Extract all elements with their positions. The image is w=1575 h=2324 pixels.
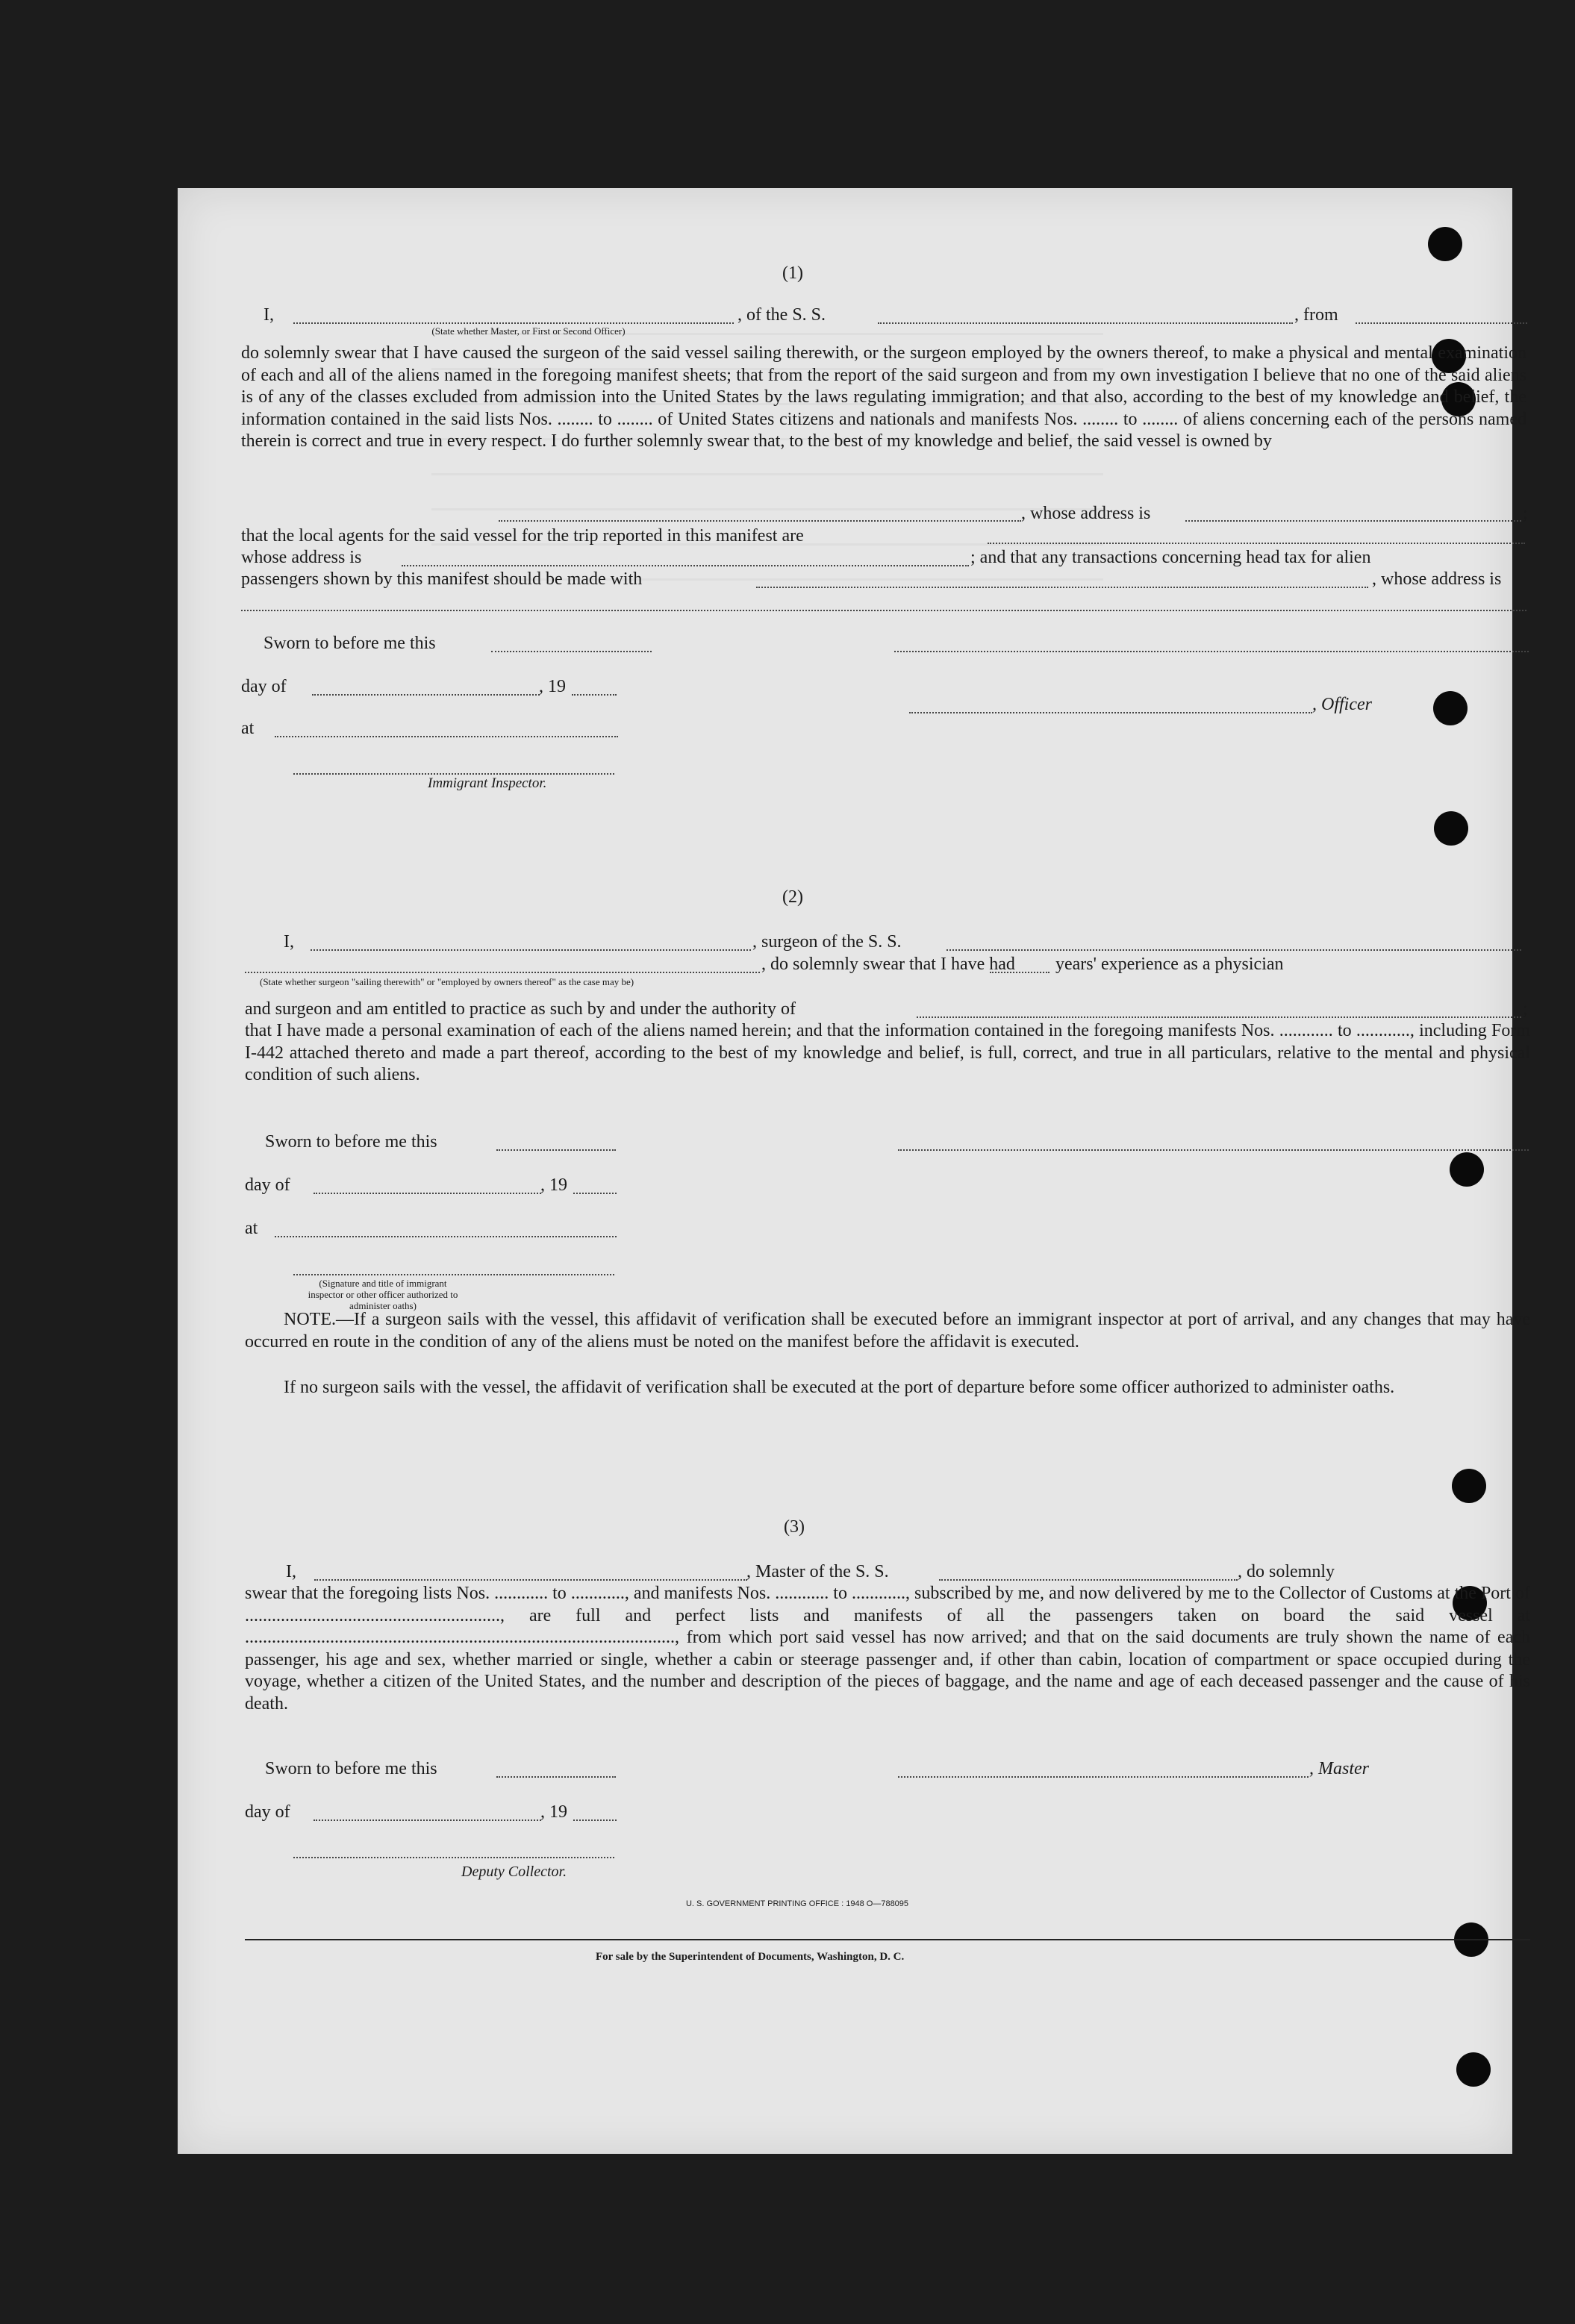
surgeon-name-field[interactable] xyxy=(311,949,751,951)
agents-address-field[interactable] xyxy=(402,565,969,566)
year-label-1: , 19 xyxy=(539,677,566,696)
note-text: —If a surgeon sails with the vessel, this affidavit of verification shall be executed before an immigrant inspector at port of arrival, and any changes that may have occurred en route in the condition of any of the aliens must be noted on the manifest before the affidavit is executed. xyxy=(245,1310,1530,1352)
section1-i: I, xyxy=(263,305,274,325)
day-of-field-3[interactable] xyxy=(314,1819,541,1821)
year-label-2: , 19 xyxy=(540,1175,567,1195)
note2-paragraph: If no surgeon sails with the vessel, the affidavit of verification shall be executed at the port of departure before some officer authorized to administer oaths. xyxy=(284,1378,1395,1397)
years-label: years' experience as a physician xyxy=(1055,955,1284,974)
sworn-label-2: Sworn to before me this xyxy=(265,1132,437,1152)
surgeon-status-field[interactable] xyxy=(245,972,760,973)
at-label-1: at xyxy=(241,719,255,738)
at-field-1[interactable] xyxy=(275,736,618,737)
inspector-label: Immigrant Inspector. xyxy=(428,775,547,791)
do-solemnly-label: , do solemnly xyxy=(1238,1562,1335,1581)
punch-hole xyxy=(1450,1152,1484,1187)
sworn-date-field-2[interactable] xyxy=(496,1149,616,1151)
agents-address-label: whose address is xyxy=(241,548,362,567)
sig-caption: (Signature and title of immigrant inspector or other officer authorized to administer oaths) xyxy=(308,1278,458,1311)
semicolon: ; xyxy=(1523,504,1528,523)
at-field-2[interactable] xyxy=(275,1236,617,1237)
surgeon-vessel-field[interactable] xyxy=(946,949,1521,951)
inspector-signature-field[interactable] xyxy=(293,773,614,775)
sworn-extra-field-1[interactable] xyxy=(894,651,1529,652)
day-of-label-1: day of xyxy=(241,677,287,696)
contact-address-field[interactable] xyxy=(241,610,1526,611)
sworn-date-field-3[interactable] xyxy=(496,1776,616,1778)
sworn-label-3: Sworn to before me this xyxy=(265,1759,437,1778)
vessel-name-field[interactable] xyxy=(878,322,1293,324)
note-paragraph xyxy=(245,1309,1530,1353)
sig-title-field[interactable] xyxy=(293,1274,614,1275)
semicolon-2: ; xyxy=(1523,999,1528,1019)
year-field-3[interactable] xyxy=(573,1819,617,1821)
master-signature-field[interactable] xyxy=(898,1776,1309,1778)
master-name-field[interactable] xyxy=(314,1579,747,1581)
section2-number: (2) xyxy=(782,887,803,907)
local-agents-field[interactable] xyxy=(988,543,1525,544)
section3-number: (3) xyxy=(784,1517,805,1537)
of-ss-label: , of the S. S. xyxy=(737,305,826,325)
day-of-label-3: day of xyxy=(245,1802,290,1822)
year-field-1[interactable] xyxy=(572,694,617,696)
surgeon-of-label: , surgeon of the S. S. xyxy=(752,932,902,952)
passengers-line-text: passengers shown by this manifest should be made with xyxy=(241,569,643,589)
section3-i: I, xyxy=(286,1562,296,1581)
year-field-2[interactable] xyxy=(573,1193,617,1194)
whose-address-label: , whose address is xyxy=(1021,504,1151,523)
for-sale-note: For sale by the Superintendent of Documents, Washington, D. C. xyxy=(596,1951,905,1963)
deputy-label: Deputy Collector. xyxy=(461,1864,567,1880)
section2-authority: and surgeon and am entitled to practice as such by and under the authority of xyxy=(245,999,796,1019)
officer-label: , Officer xyxy=(1312,695,1372,714)
surgeon-caption: (State whether surgeon "sailing therewith" or "employed by owners thereof" as the case may be) xyxy=(260,976,634,987)
officer-signature-field[interactable] xyxy=(909,712,1312,713)
owner-address-field[interactable] xyxy=(1185,520,1521,522)
officer-name-field[interactable] xyxy=(293,322,734,324)
local-agents-label: that the local agents for the said vessel for the trip reported in this manifest are xyxy=(241,526,804,546)
year-label-3: , 19 xyxy=(540,1802,567,1822)
owner-field[interactable] xyxy=(499,520,1021,522)
footer-rule xyxy=(245,1939,1530,1940)
punch-hole xyxy=(1452,1469,1486,1503)
from-label: , from xyxy=(1294,305,1338,325)
section2-body: that I have made a personal examination of each of the aliens named herein; and that the information contained in the foregoing manifests Nos. ............ to ............, including Form I-442 attached thereto and made a part thereof, according to the best of my knowledge and belief, is full, correct, and true in all particulars, relative to the mental and physical condition of such aliens. xyxy=(245,1021,1530,1085)
day-of-field-2[interactable] xyxy=(314,1193,541,1194)
head-tax-text: ; and that any transactions concerning head tax for alien xyxy=(970,548,1371,567)
sworn-label-1: Sworn to before me this xyxy=(263,634,436,653)
years-field[interactable] xyxy=(990,972,1050,973)
day-of-label-2: day of xyxy=(245,1175,290,1195)
surgeon-signature-field[interactable] xyxy=(898,1149,1529,1151)
section2-i: I, xyxy=(284,932,294,952)
punch-hole xyxy=(1434,811,1468,846)
from-field[interactable] xyxy=(1356,322,1527,324)
day-of-field-1[interactable] xyxy=(312,694,540,696)
deputy-signature-field[interactable] xyxy=(293,1857,614,1858)
head-tax-contact-field[interactable] xyxy=(756,587,1368,588)
punch-hole xyxy=(1433,691,1468,725)
master-label: , Master xyxy=(1309,1759,1369,1778)
section1-body: do solemnly swear that I have caused the surgeon of the said vessel sailing therewith, or the surgeon employed by the owners thereof, to make a physical and mental examination of each and all of the aliens named in the foregoing manifest sheets; that from the report of the said surgeon and from my own investigation I believe that no one of the said aliens is of any of the classes excluded from admission into the United States by the laws regulating immigration; and that also, according to the best of my knowledge and belief, the information contained in the said lists Nos. ........ to ........ of United States citizens and nationals and manifests Nos. ........ to ........ of aliens concerning each of the persons named therein is correct and true in every respect. I do further solemnly swear that, to the best of my knowledge and belief, the said vessel is owned by xyxy=(241,343,1526,452)
authority-field[interactable] xyxy=(917,1016,1521,1018)
sworn-date-field-1[interactable] xyxy=(491,651,652,652)
officer-caption: (State whether Master, or First or Second Officer) xyxy=(431,325,626,337)
gpo-imprint: U. S. GOVERNMENT PRINTING OFFICE : 1948 O—788095 xyxy=(685,1899,909,1908)
punch-hole xyxy=(1428,227,1462,261)
master-vessel-field[interactable] xyxy=(939,1579,1238,1581)
note-label: NOTE. xyxy=(284,1310,336,1329)
section3-body: swear that the foregoing lists Nos. ............ to ............, and manifests Nos. ............ to ............, subscribed by me, and now delivered by me to the Collector of Customs at the Port of ........................................................., are full and perfect lists and manifests of all the passengers taken on board the said vessel at ................................................................................................, from which port said vessel has now arrived; and that on the said documents are truly shown the name of each passenger, his age and sex, whether married or single, whether a cabin or steerage passenger and, if other than cabin, location of compartment or space occupied during the voyage, whether a citizen of the United States, and the number and description of the pieces of baggage, and the name and age of each deceased passenger and the cause of his death. xyxy=(245,1584,1530,1714)
at-label-2: at xyxy=(245,1219,258,1238)
section1-number: (1) xyxy=(782,263,803,283)
document-page xyxy=(178,188,1530,2154)
whose-address-3-label: , whose address is xyxy=(1372,569,1502,589)
master-of-label: , Master of the S. S. xyxy=(746,1562,889,1581)
swear-label: , do solemnly swear that I have had xyxy=(761,955,1015,974)
punch-hole xyxy=(1456,2052,1491,2087)
